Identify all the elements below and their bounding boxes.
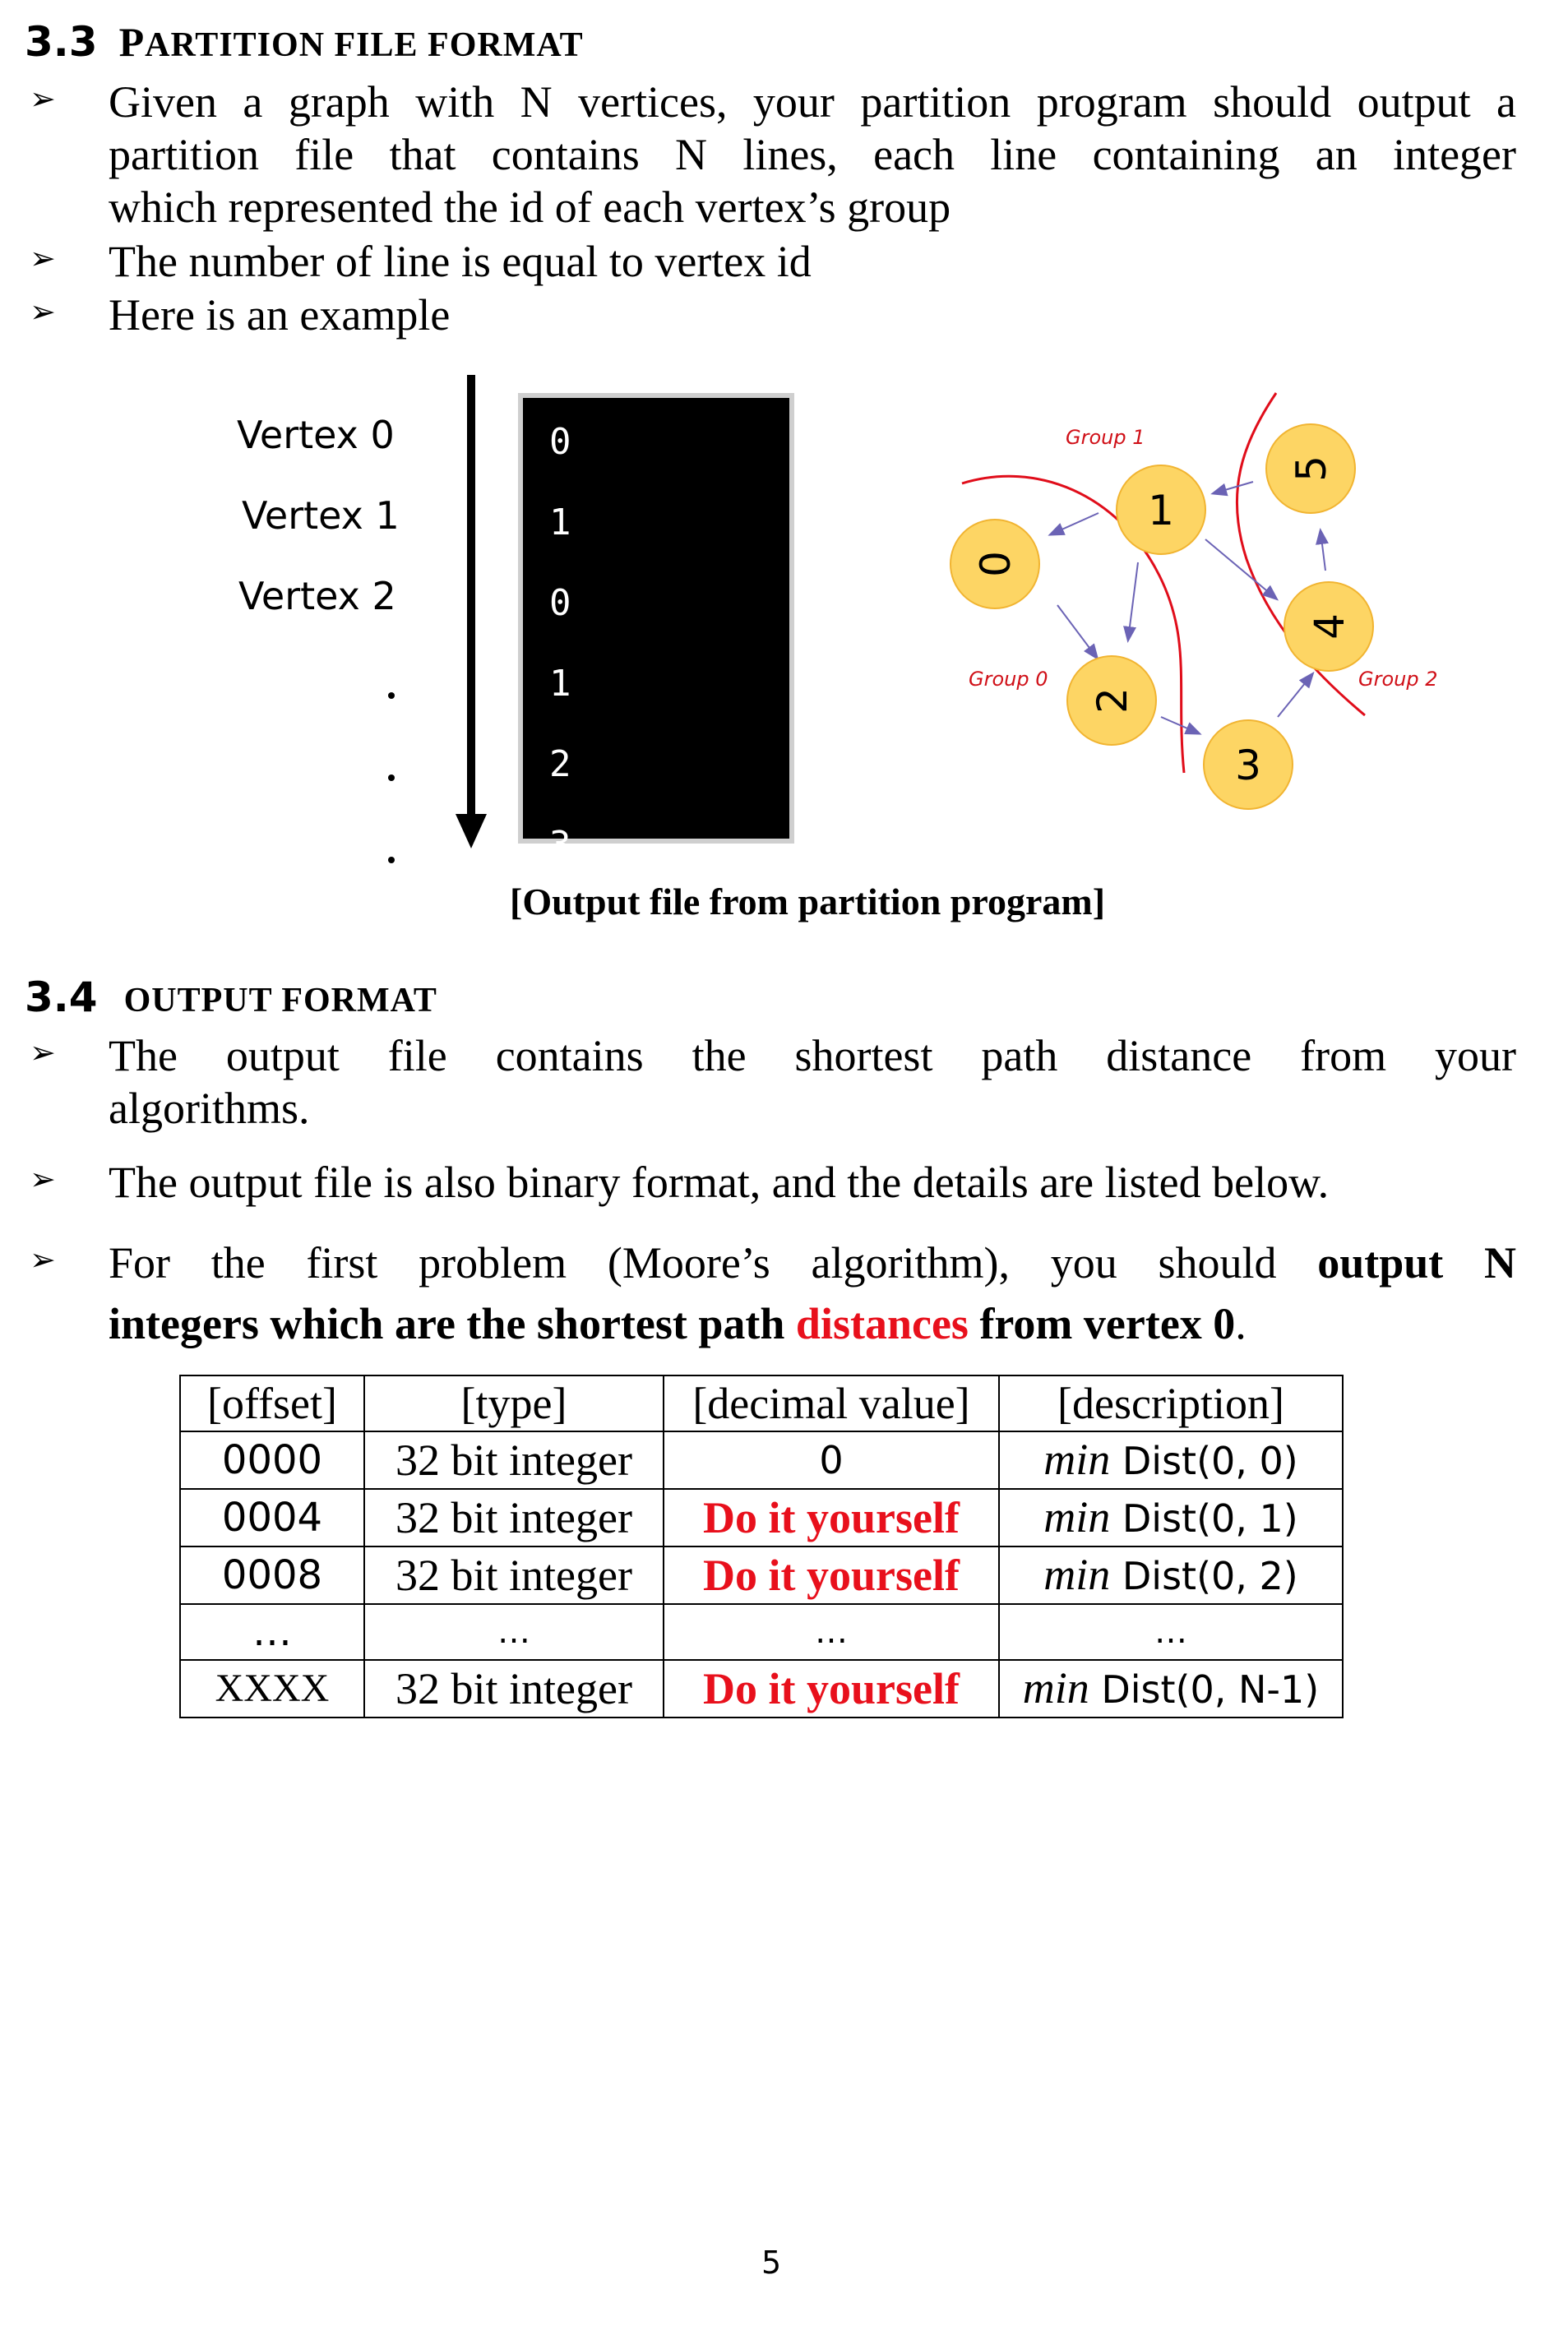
value-cell: 0	[664, 1431, 999, 1489]
edge-arrow	[1321, 531, 1325, 571]
down-arrow-icon	[451, 375, 492, 852]
bullet-text-line: partition file that contains N lines, each line containing an integer	[109, 130, 1516, 179]
edge-arrow	[1057, 605, 1097, 658]
node-label: 3	[1235, 742, 1261, 789]
bullet-arrow-icon: ➢	[30, 81, 56, 117]
file-line-partial: 3	[549, 824, 571, 866]
section-title: OUTPUT FORMAT	[123, 982, 437, 1019]
table-header-cell: [offset]	[180, 1375, 364, 1431]
file-line: 0	[549, 421, 571, 463]
file-line: 0	[549, 582, 571, 624]
description-cell: min Dist(0, 1)	[999, 1489, 1343, 1546]
value-cell: Do it yourself	[664, 1489, 999, 1546]
figure-caption: [Output file from partition program]	[510, 881, 1106, 922]
bullet-text-line: algorithms.	[109, 1084, 310, 1133]
offset-cell: 0008	[180, 1546, 364, 1604]
edge-arrow	[1051, 513, 1099, 534]
value-cell: Do it yourself	[664, 1660, 999, 1718]
table-header-cell: [type]	[364, 1375, 664, 1431]
vertex-label: Vertex 2	[238, 574, 396, 618]
offset-cell: …	[180, 1604, 364, 1660]
section-number: 3.3	[25, 18, 98, 66]
vertex-label: Vertex 0	[237, 413, 395, 457]
section-title: PARTITION FILE FORMAT	[118, 19, 584, 65]
bullet-arrow-icon: ➢	[30, 1241, 56, 1278]
table-header-row	[180, 1375, 1343, 1431]
description-cell: min Dist(0, 0)	[999, 1431, 1343, 1489]
ellipsis-dot	[388, 774, 395, 781]
ellipsis-dot	[388, 857, 395, 863]
file-line: 2	[549, 743, 571, 785]
section-3-3-heading	[25, 18, 584, 66]
file-line: 1	[549, 502, 571, 543]
table-row	[180, 1489, 1343, 1546]
node-label: 1	[1148, 487, 1174, 534]
section-number: 3.4	[25, 973, 98, 1021]
offset-cell: XXXX	[180, 1660, 364, 1718]
bullet-text-line: integers which are the shortest path distances from vertex 0.	[109, 1299, 1247, 1348]
value-cell: …	[664, 1604, 999, 1660]
type-cell: 32 bit integer	[364, 1660, 664, 1718]
edge-arrow	[1214, 482, 1253, 493]
table-header-cell: [decimal value]	[664, 1375, 999, 1431]
node-label: 0	[972, 551, 1020, 577]
table-row	[180, 1546, 1343, 1604]
bullet-text: The output file is also binary format, and the details are listed below.	[109, 1158, 1330, 1207]
group-label: Group 2	[1358, 668, 1438, 691]
group-label: Group 0	[969, 668, 1048, 691]
table-row	[180, 1604, 1343, 1660]
vertex-label: Vertex 1	[242, 493, 400, 538]
node-label: 4	[1306, 613, 1353, 640]
description-cell: min Dist(0, 2)	[999, 1546, 1343, 1604]
bullet-text-line: For the first problem (Moore’s algorithm), you should output N	[109, 1238, 1516, 1288]
output-file-preview	[518, 393, 794, 866]
node-label: 5	[1288, 455, 1335, 482]
edge-arrow	[1205, 539, 1276, 599]
page-number: 5	[761, 2245, 782, 2281]
value-cell: Do it yourself	[664, 1546, 999, 1604]
type-cell: 32 bit integer	[364, 1431, 664, 1489]
edge-arrow	[1161, 717, 1199, 733]
bullet-text-line: which represented the id of each vertex’s group	[109, 183, 951, 232]
table-row	[180, 1660, 1343, 1718]
bullet-arrow-icon: ➢	[30, 1034, 56, 1070]
table-row	[180, 1431, 1343, 1489]
offset-cell: 0004	[180, 1489, 364, 1546]
node-label: 2	[1089, 687, 1136, 714]
edge-arrow	[1128, 562, 1138, 640]
file-line: 1	[549, 663, 571, 705]
offset-cell: 0000	[180, 1431, 364, 1489]
bullet-arrow-icon: ➢	[30, 240, 56, 276]
type-cell: 32 bit integer	[364, 1489, 664, 1546]
bullet-text-line: The output file contains the shortest path distance from your	[109, 1031, 1516, 1080]
type-cell: 32 bit integer	[364, 1546, 664, 1604]
bullet-arrow-icon: ➢	[30, 294, 56, 330]
description-cell: …	[999, 1604, 1343, 1660]
bullet-text: Here is an example	[109, 290, 451, 340]
bullet-text-line: Given a graph with N vertices, your partition program should output a	[109, 77, 1516, 127]
group-label: Group 1	[1066, 426, 1145, 449]
edge-arrow	[1278, 674, 1312, 717]
table-header-cell: [description]	[999, 1375, 1343, 1431]
description-cell: min Dist(0, N-1)	[999, 1660, 1343, 1718]
partition-graph-diagram	[937, 378, 1447, 822]
section-3-4-heading	[25, 973, 437, 1021]
ellipsis-dot	[388, 692, 395, 699]
binary-format-table	[179, 1375, 1344, 1718]
type-cell: …	[364, 1604, 664, 1660]
bullet-arrow-icon: ➢	[30, 1161, 56, 1197]
bullet-text: The number of line is equal to vertex id	[109, 237, 812, 286]
